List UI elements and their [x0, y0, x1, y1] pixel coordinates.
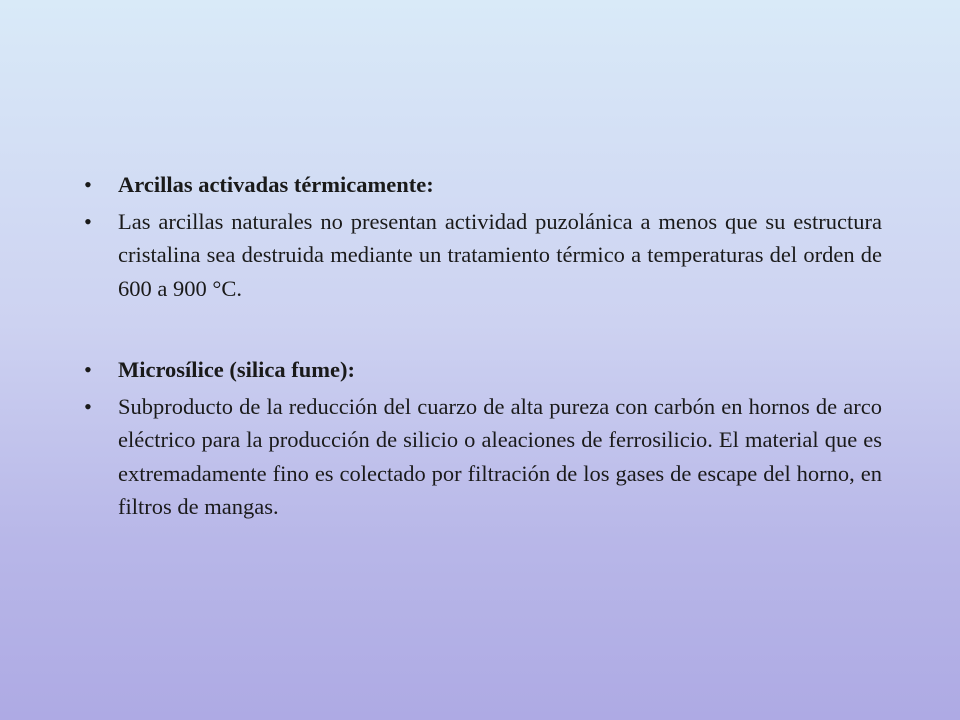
- slide-content: [84, 168, 882, 524]
- body-text: Subproducto de la reducción del cuarzo de alta pureza con carbón en hornos de arco eléctrico para la producción de silicio o aleaciones de ferrosilicio. El material que es extremadamente fino es colectado por filtración de los gases de escape del horno, en filtros de mangas.: [118, 393, 882, 519]
- bullet-icon: •: [84, 357, 92, 382]
- heading-text: Microsílice (silica fume):: [118, 357, 355, 382]
- bullet-icon: •: [84, 172, 92, 197]
- bullet-heading-arcillas: [84, 168, 882, 202]
- body-text: Las arcillas naturales no presentan actividad puzolánica a menos que su estructura cristalina sea destruida mediante un tratamiento térmico a temperaturas del orden de 600 a 900 °C.: [118, 208, 882, 301]
- heading-text: Arcillas activadas térmicamente:: [118, 172, 434, 197]
- bullet-body-arcillas: [84, 205, 882, 306]
- bullet-heading-microsilice: [84, 353, 882, 387]
- bullet-icon: •: [84, 393, 92, 419]
- bullet-icon: •: [84, 208, 92, 234]
- bullet-body-microsilice: [84, 390, 882, 524]
